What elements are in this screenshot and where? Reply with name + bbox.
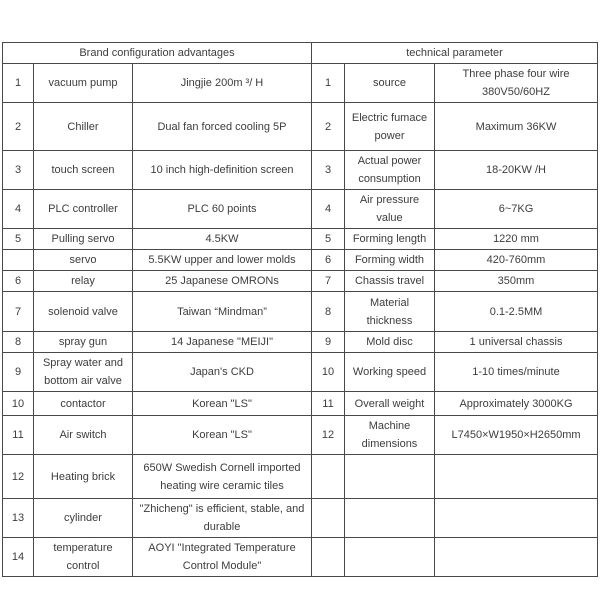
cell-left-name: touch screen (34, 151, 133, 190)
cell-left-name: temperature control (34, 538, 133, 577)
cell-left-name: servo (34, 250, 133, 271)
cell-left-name: Spray water and bottom air valve (34, 353, 133, 392)
cell-left-name: Heating brick (34, 455, 133, 499)
cell-left-name: vacuum pump (34, 64, 133, 103)
cell-left-name: solenoid valve (34, 292, 133, 332)
cell-left-value: Korean "LS" (133, 392, 312, 416)
cell-right-value (435, 499, 598, 538)
cell-left-value: AOYI "Integrated Temperature Control Module" (133, 538, 312, 577)
cell-right-name: source (345, 64, 435, 103)
table-row (3, 353, 598, 392)
cell-right-number: 12 (312, 416, 345, 455)
cell-right-value: 1 universal chassis (435, 332, 598, 353)
cell-right-number: 7 (312, 271, 345, 292)
cell-left-number: 5 (3, 229, 34, 250)
table-row (3, 392, 598, 416)
cell-left-value: Korean "LS" (133, 416, 312, 455)
cell-left-name: spray gun (34, 332, 133, 353)
cell-left-value: 10 inch high-definition screen (133, 151, 312, 190)
cell-left-number: 13 (3, 499, 34, 538)
cell-right-name: Working speed (345, 353, 435, 392)
cell-left-value: Japan's CKD (133, 353, 312, 392)
cell-right-name (345, 455, 435, 499)
cell-right-name: Machine dimensions (345, 416, 435, 455)
cell-right-name (345, 499, 435, 538)
cell-left-value: Jingjie 200m ³/ H (133, 64, 312, 103)
table-body (3, 43, 598, 577)
cell-right-value: Three phase four wire 380V50/60HZ (435, 64, 598, 103)
cell-right-number: 6 (312, 250, 345, 271)
left-table-header: Brand configuration advantages (3, 43, 312, 64)
cell-left-number: 11 (3, 416, 34, 455)
cell-right-number: 4 (312, 190, 345, 229)
cell-left-name: Pulling servo (34, 229, 133, 250)
cell-right-number: 11 (312, 392, 345, 416)
cell-right-number: 2 (312, 103, 345, 151)
cell-right-name: Forming length (345, 229, 435, 250)
cell-left-number: 14 (3, 538, 34, 577)
cell-left-name: Chiller (34, 103, 133, 151)
cell-left-number: 7 (3, 292, 34, 332)
cell-left-name: contactor (34, 392, 133, 416)
table-row (3, 332, 598, 353)
cell-left-number: 1 (3, 64, 34, 103)
cell-right-name: Chassis travel (345, 271, 435, 292)
cell-right-name: Material thickness (345, 292, 435, 332)
cell-left-name: PLC controller (34, 190, 133, 229)
spec-table (2, 42, 598, 577)
cell-right-number: 10 (312, 353, 345, 392)
table-row (3, 64, 598, 103)
cell-right-value: Approximately 3000KG (435, 392, 598, 416)
cell-right-number: 8 (312, 292, 345, 332)
table-row (3, 292, 598, 332)
cell-right-number (312, 538, 345, 577)
cell-left-value: "Zhicheng" is efficient, stable, and durable (133, 499, 312, 538)
cell-left-value: 14 Japanese "MEIJI" (133, 332, 312, 353)
cell-left-name: relay (34, 271, 133, 292)
cell-left-number: 9 (3, 353, 34, 392)
cell-left-number: 8 (3, 332, 34, 353)
cell-right-number: 9 (312, 332, 345, 353)
cell-right-value: 6~7KG (435, 190, 598, 229)
cell-left-value: Dual fan forced cooling 5P (133, 103, 312, 151)
cell-right-name: Mold disc (345, 332, 435, 353)
cell-right-value: 420-760mm (435, 250, 598, 271)
header-row (3, 43, 598, 64)
cell-right-name: Overall weight (345, 392, 435, 416)
cell-right-name (345, 538, 435, 577)
cell-left-name: Air switch (34, 416, 133, 455)
cell-right-value: 1220 mm (435, 229, 598, 250)
cell-right-value: Maximum 36KW (435, 103, 598, 151)
cell-left-number: 4 (3, 190, 34, 229)
cell-left-number (3, 250, 34, 271)
cell-right-value: L7450×W1950×H2650mm (435, 416, 598, 455)
table-row (3, 499, 598, 538)
cell-right-number (312, 499, 345, 538)
cell-right-number: 5 (312, 229, 345, 250)
cell-left-number: 6 (3, 271, 34, 292)
table-row (3, 455, 598, 499)
table-row (3, 250, 598, 271)
cell-right-number: 1 (312, 64, 345, 103)
cell-left-value: 5.5KW upper and lower molds (133, 250, 312, 271)
cell-left-value: Taiwan “Mindman” (133, 292, 312, 332)
table-row (3, 271, 598, 292)
right-table-header: technical parameter (312, 43, 598, 64)
cell-left-name: cylinder (34, 499, 133, 538)
cell-right-number (312, 455, 345, 499)
cell-left-number: 10 (3, 392, 34, 416)
table-row (3, 103, 598, 151)
cell-right-value: 18-20KW /H (435, 151, 598, 190)
cell-right-value (435, 455, 598, 499)
table-row (3, 151, 598, 190)
cell-right-value: 0.1-2.5MM (435, 292, 598, 332)
cell-right-value: 350mm (435, 271, 598, 292)
cell-left-number: 3 (3, 151, 34, 190)
table-row (3, 416, 598, 455)
cell-right-value (435, 538, 598, 577)
cell-right-name: Electric fumace power (345, 103, 435, 151)
cell-left-value: 650W Swedish Cornell imported heating wire ceramic tiles (133, 455, 312, 499)
cell-left-number: 12 (3, 455, 34, 499)
cell-left-value: PLC 60 points (133, 190, 312, 229)
table-row (3, 538, 598, 577)
cell-right-number: 3 (312, 151, 345, 190)
cell-right-name: Actual power consumption (345, 151, 435, 190)
cell-right-name: Air pressure value (345, 190, 435, 229)
table-row (3, 229, 598, 250)
cell-right-name: Forming width (345, 250, 435, 271)
table-row (3, 190, 598, 229)
cell-left-value: 25 Japanese OMRONs (133, 271, 312, 292)
cell-left-number: 2 (3, 103, 34, 151)
cell-left-value: 4.5KW (133, 229, 312, 250)
cell-right-value: 1-10 times/minute (435, 353, 598, 392)
